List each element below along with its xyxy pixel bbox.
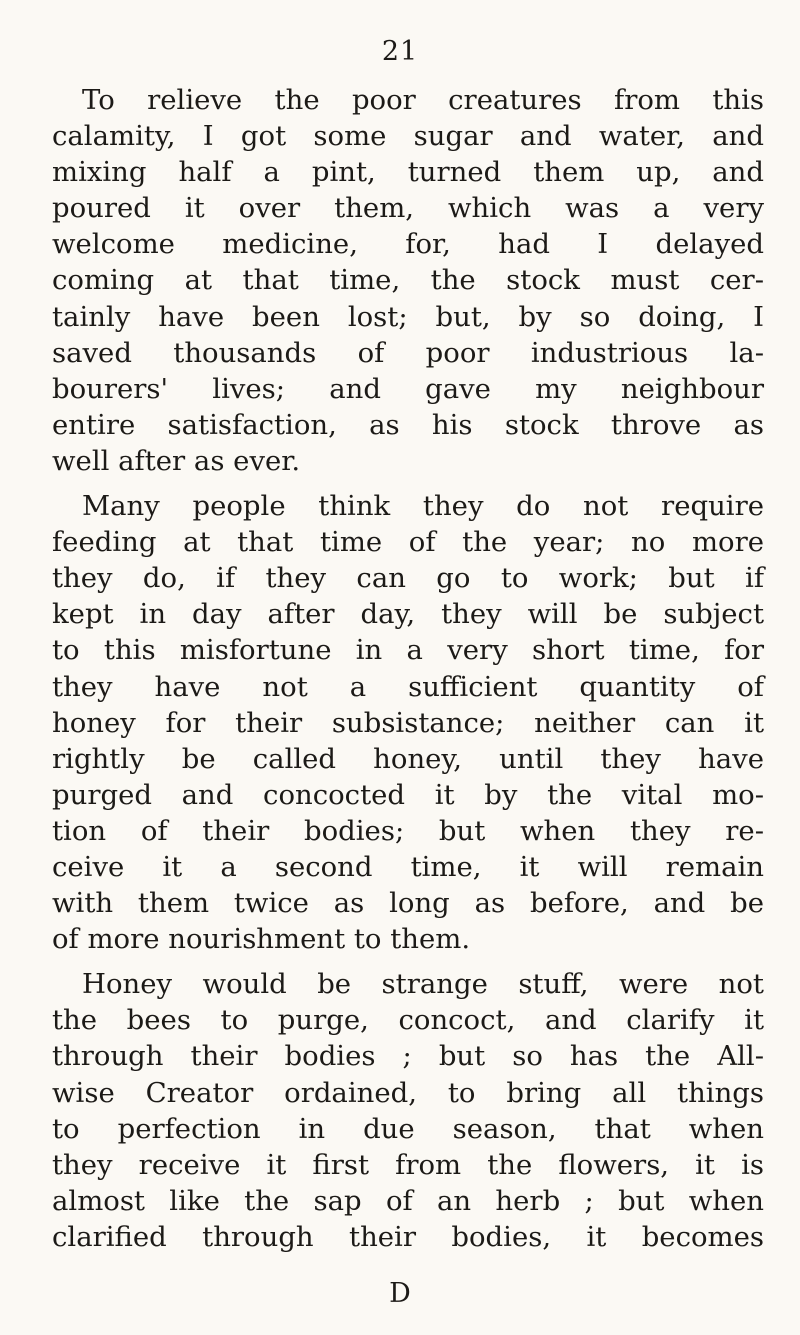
paragraph-2 bbox=[52, 488, 764, 957]
paragraph-1 bbox=[52, 82, 764, 479]
text-line: they receive it first from the flowers, it is bbox=[52, 1148, 764, 1181]
text-line: mixing half a pint, turned them up, and bbox=[52, 156, 764, 189]
text-line: they have not a sufficient quantity of bbox=[52, 670, 764, 703]
text-line: they do, if they can go to work; but if bbox=[52, 562, 764, 595]
text-line: calamity, I got some sugar and water, and bbox=[52, 120, 764, 153]
text-line: to perfection in due season, that when bbox=[52, 1112, 764, 1145]
text-line: purged and concocted it by the vital mo- bbox=[52, 778, 764, 811]
signature-mark: D bbox=[389, 1278, 411, 1309]
text-line: through their bodies ; but so has the All- bbox=[52, 1040, 764, 1073]
text-line: honey for their subsistance; neither can it bbox=[52, 706, 764, 739]
text-line: kept in day after day, they will be subject bbox=[52, 598, 764, 631]
text-line: tion of their bodies; but when they re- bbox=[52, 814, 764, 847]
body-text bbox=[52, 82, 764, 1255]
text-line: almost like the sap of an herb ; but when bbox=[52, 1184, 764, 1217]
text-line: entire satisfaction, as his stock throve as bbox=[52, 408, 764, 441]
text-line: to this misfortune in a very short time, for bbox=[52, 634, 764, 667]
text-line: feeding at that time of the year; no more bbox=[52, 526, 764, 559]
text-line: with them twice as long as before, and be bbox=[52, 887, 764, 920]
text-line: welcome medicine, for, had I delayed bbox=[52, 228, 764, 261]
text-line: ceive it a second time, it will remain bbox=[52, 850, 764, 883]
text-line: wise Creator ordained, to bring all things bbox=[52, 1076, 764, 1109]
text-line: Many people think they do not require bbox=[82, 490, 764, 523]
paragraph-3 bbox=[52, 966, 764, 1255]
text-line: To relieve the poor creatures from this bbox=[82, 84, 764, 116]
text-line: Honey would be strange stuff, were not bbox=[82, 968, 764, 1001]
text-line: well after as ever. bbox=[52, 444, 301, 477]
text-line: poured it over them, which was a very bbox=[52, 192, 764, 225]
text-line: of more nourishment to them. bbox=[52, 923, 471, 956]
text-line: coming at that time, the stock must cer- bbox=[52, 264, 764, 297]
text-line: rightly be called honey, until they have bbox=[52, 742, 764, 775]
text-line: the bees to purge, concoct, and clarify it bbox=[52, 1004, 764, 1037]
text-line: clarified through their bodies, it becomes bbox=[52, 1220, 764, 1253]
text-line: tainly have been lost; but, by so doing, I bbox=[52, 300, 764, 333]
page-number: 21 bbox=[381, 36, 419, 67]
text-line: bourers' lives; and gave my neighbour bbox=[52, 372, 764, 405]
text-line: saved thousands of poor industrious la- bbox=[52, 336, 764, 369]
